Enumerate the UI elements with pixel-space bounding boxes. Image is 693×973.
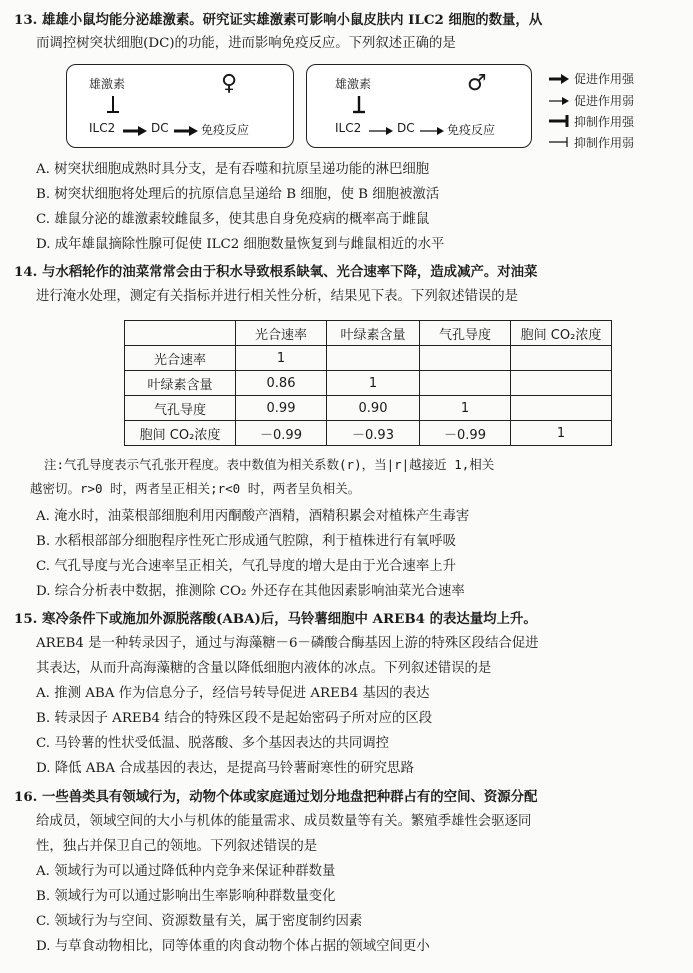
table-row-label: 光合速率 (125, 346, 236, 371)
female-hormone-label: 雄激素 (89, 77, 126, 91)
table-cell: 0.86 (236, 371, 327, 396)
q14-stem-line2: 进行淹水处理，测定有关指标并进行相关性分析，结果见下表。下列叙述错误的是 (36, 289, 519, 304)
q16-stem-line2: 给成员，领域空间的大小与机体的能量需求、成员数量等有关。繁殖季雄性会驱逐同 (36, 814, 532, 829)
table-cell: 0.90 (327, 396, 420, 421)
q15-stem-line1: 15. 寒冷条件下或施加外源脱落酸(ABA)后，马铃薯细胞中 AREB4 的表达量均上升。 (14, 611, 537, 627)
q16-option-c: C. 领域行为与空间、资源数量有关，属于密度制约因素 (36, 914, 363, 929)
q16-option-d: D. 与草食动物相比，同等体重的肉食动物个体占据的领域空间更小 (36, 939, 430, 954)
table-row (125, 371, 612, 396)
q13-option-d: D. 成年雄鼠摘除性腺可促使 ILC2 细胞数量恢复到与雌鼠相近的水平 (36, 237, 445, 252)
table-header-cell: 胞间 CO₂浓度 (511, 321, 612, 346)
table-cell (327, 346, 420, 371)
q15-option-d: D. 降低 ABA 合成基因的表达，是提高马铃薯耐寒性的研究思路 (36, 761, 414, 776)
q15-stem-line3: 其表达，从而升高海藻糖的含量以降低细胞内液体的冰点。下列叙述错误的是 (36, 661, 492, 676)
q15-option-b: B. 转录因子 AREB4 结合的特殊区段不是起始密码子所对应的区段 (36, 711, 433, 726)
table-header-cell: 气孔导度 (420, 321, 511, 346)
male-symbol-icon: ♂ (467, 71, 487, 96)
table-cell (511, 371, 612, 396)
female-ilc2-label: ILC2 (89, 121, 116, 135)
inhibit-strong-icon (353, 95, 365, 115)
table-header-cell: 光合速率 (236, 321, 327, 346)
q14-note-line1: 注:气孔导度表示气孔张开程度。表中数值为相关系数(r)，当|r|越接近 1,相关 (44, 457, 495, 472)
legend-inhibit-strong: 抑制作用强 (574, 115, 635, 129)
q14-option-d: D. 综合分析表中数据，推测除 CO₂ 外还存在其他因素影响油菜光合速率 (36, 584, 465, 599)
table-cell: －0.99 (236, 421, 327, 446)
table-cell: 0.99 (236, 396, 327, 421)
legend-inhibit-strong-icon (548, 114, 570, 128)
female-dc-label: DC (151, 121, 169, 135)
table-cell: －0.93 (327, 421, 420, 446)
table-row-label: 胞间 CO₂浓度 (125, 421, 236, 446)
female-diagram-box (66, 64, 294, 148)
male-diagram-box (306, 64, 532, 148)
promote-weak-arrow-icon (419, 125, 445, 137)
q16-stem-line3: 性，独占并保卫自己的领地。下列叙述错误的是 (36, 839, 318, 854)
table-cell (511, 396, 612, 421)
male-hormone-label: 雄激素 (335, 77, 372, 91)
q13-stem-line2: 而调控树突状细胞(DC)的功能，进而影响免疫反应。下列叙述正确的是 (36, 36, 456, 51)
table-cell: －0.99 (420, 421, 511, 446)
female-immune-label: 免疫反应 (201, 123, 250, 137)
legend-promote-strong-icon (548, 74, 570, 84)
table-row (125, 396, 612, 421)
table-cell (420, 346, 511, 371)
promote-strong-arrow-icon (173, 125, 199, 137)
table-header-cell: 叶绿素含量 (327, 321, 420, 346)
q14-note-line2: 越密切。r>0 时，两者呈正相关;r<0 时，两者呈负相关。 (30, 481, 361, 496)
promote-weak-arrow-icon (368, 125, 394, 137)
table-cell: 1 (420, 396, 511, 421)
female-symbol-icon: ♀ (221, 71, 238, 96)
q14-stem-line1: 14. 与水稻轮作的油菜常常会由于积水导致根系缺氧、光合速率下降，造成减产。对油菜 (14, 264, 538, 280)
q15-option-a: A. 推测 ABA 作为信息分子，经信号转导促进 AREB4 基因的表达 (36, 686, 430, 701)
q13-option-b: B. 树突状细胞将处理后的抗原信息呈递给 B 细胞，使 B 细胞被激活 (36, 187, 440, 202)
inhibit-strong-icon (107, 95, 119, 115)
q13-option-a: A. 树突状细胞成熟时具分支，是有吞噬和抗原呈递功能的淋巴细胞 (36, 162, 430, 177)
q15-stem-line2: AREB4 是一种转录因子，通过与海藻糖－6－磷酸合酶基因上游的特殊区段结合促进 (36, 636, 539, 651)
q13-stem-line1: 13. 雄雄小鼠均能分泌雄激素。研究证实雄激素可影响小鼠皮肤内 ILC2 细胞的数量，从 (14, 12, 543, 28)
table-header-row (125, 321, 612, 346)
table-cell (420, 371, 511, 396)
q16-option-b: B. 领域行为可以通过影响出生率影响种群数量变化 (36, 889, 336, 904)
promote-strong-arrow-icon (122, 125, 148, 137)
table-header-cell (125, 321, 236, 346)
q13-option-c: C. 雄鼠分泌的雄激素较雌鼠多，使其患自身免疫病的概率高于雌鼠 (36, 212, 430, 227)
table-cell: 1 (236, 346, 327, 371)
table-cell (511, 346, 612, 371)
q14-option-c: C. 气孔导度与光合速率呈正相关，气孔导度的增大是由于光合速率上升 (36, 559, 456, 574)
q16-option-a: A. 领域行为可以通过降低种内竞争来保证种群数量 (36, 864, 336, 879)
legend-promote-strong: 促进作用强 (574, 72, 635, 86)
table-row (125, 421, 612, 446)
legend-promote-weak: 促进作用弱 (574, 94, 635, 108)
table-cell: 1 (327, 371, 420, 396)
male-immune-label: 免疫反应 (447, 123, 496, 137)
correlation-table (124, 320, 612, 446)
table-row (125, 346, 612, 371)
table-row-label: 气孔导度 (125, 396, 236, 421)
male-ilc2-label: ILC2 (335, 121, 362, 135)
male-dc-label: DC (397, 121, 415, 135)
q16-stem-line1: 16. 一些兽类具有领域行为，动物个体或家庭通过划分地盘把种群占有的空间、资源分配 (14, 789, 538, 805)
table-row-label: 叶绿素含量 (125, 371, 236, 396)
legend-inhibit-weak: 抑制作用弱 (574, 136, 635, 150)
q14-option-b: B. 水稻根部部分细胞程序性死亡形成通气腔隙，利于植株进行有氧呼吸 (36, 534, 457, 549)
legend-promote-weak-icon (548, 96, 570, 106)
table-cell: 1 (511, 421, 612, 446)
q14-option-a: A. 淹水时，油菜根部细胞利用丙酮酸产酒精，酒精积累会对植株产生毒害 (36, 509, 470, 524)
legend-inhibit-weak-icon (548, 135, 570, 149)
q15-option-c: C. 马铃薯的性状受低温、脱落酸、多个基因表达的共同调控 (36, 736, 390, 751)
